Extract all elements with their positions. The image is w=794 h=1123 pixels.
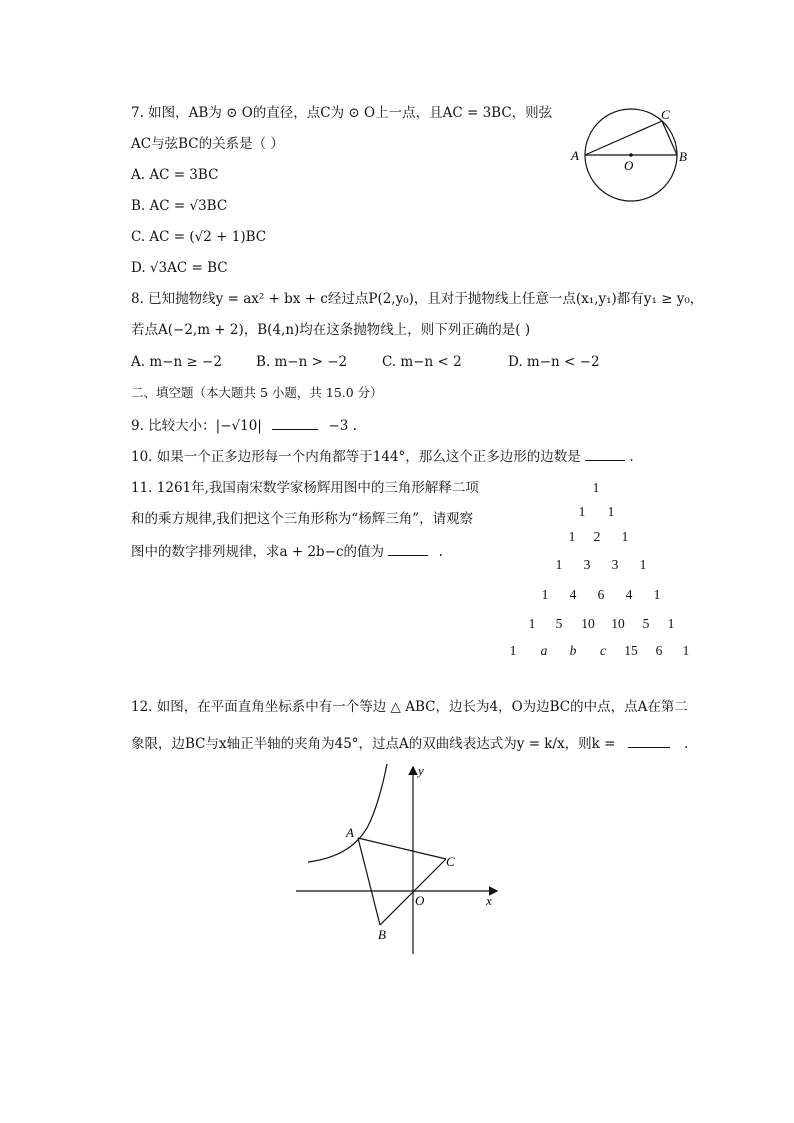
q11-line-3: [131, 541, 443, 561]
q8-stem-line-1: 8. 已知抛物线y = ax² + bx + c经过点P(2,y₀)，且对于抛物线上任意一点(x₁,y₁)都有y₁ ≥ y₀，: [131, 291, 704, 307]
label-c: C: [446, 854, 455, 869]
q12-line-1: 12. 如图，在平面直角坐标系中有一个等边 △ ABC，边长为4，O为边BC的中点，点A在第二: [131, 699, 688, 715]
tri-r7-c3: b: [569, 643, 577, 658]
q7-stem-line-2: AC与弦BC的关系是（ ）: [131, 136, 284, 152]
q10-end: .: [629, 449, 634, 465]
center-dot: [629, 153, 633, 157]
tri-r6-c6: 1: [667, 616, 675, 631]
side-ab: [358, 838, 380, 925]
tri-r7-c5: 15: [624, 643, 638, 658]
tri-r5-c4: 4: [625, 587, 633, 602]
q12-end: .: [684, 736, 689, 752]
label-o: O: [415, 893, 425, 908]
tri-r7-c6: 6: [655, 643, 663, 658]
q12-line-2-text: 象限，边BC与x轴正半轴的夹角为45°，过点A的双曲线表达式为y = k/x，则k =: [131, 736, 616, 752]
tri-r3-c3: 1: [621, 529, 629, 544]
label-b: B: [679, 149, 687, 164]
tri-r6-c5: 5: [642, 616, 650, 631]
tri-r7-c2: a: [540, 643, 548, 658]
q7-option-a: A. AC = 3BC: [131, 167, 219, 183]
tri-r7-c4: c: [600, 643, 606, 658]
q9-answer-blank[interactable]: [272, 415, 318, 430]
label-a: A: [346, 825, 354, 840]
q10-line: [131, 446, 634, 466]
q7-option-c: C. AC = (√2 + 1)BC: [131, 229, 267, 245]
q11-line-2: 和的乘方规律,我们把这个三角形称为“杨辉三角”，请观察: [131, 511, 474, 527]
q11-line-1: 11. 1261年,我国南宋数学家杨辉用图中的三角形解释二项: [131, 480, 479, 496]
label-c: C: [661, 107, 670, 122]
label-o: O: [624, 158, 634, 173]
q8-option-a: A. m−n ≥ −2: [131, 354, 222, 370]
q10-answer-blank[interactable]: [585, 446, 625, 461]
tri-r6-c1: 1: [528, 616, 536, 631]
tri-r6-c2: 5: [555, 616, 563, 631]
tri-r5-c2: 4: [569, 587, 577, 602]
tri-r7-c7: 1: [682, 643, 690, 658]
q8-stem-line-2: 若点A(−2,m + 2)，B(4,n)均在这条抛物线上，则下列正确的是( ): [131, 322, 531, 338]
q11-line-3-text: 图中的数字排列规律，求a + 2b−c的值为: [131, 544, 385, 560]
section-heading: 二、填空题（本大题共 5 小题，共 15.0 分）: [131, 385, 383, 400]
tri-r3-c2: 2: [593, 529, 601, 544]
tri-r7-c1: 1: [509, 643, 517, 658]
q7-stem-line-1: 7. 如图，AB为 ⊙ O的直径，点C为 ⊙ O上一点，且AC = 3BC，则弦: [131, 105, 553, 121]
q12-answer-blank[interactable]: [628, 733, 670, 748]
chord-ac: [585, 121, 662, 155]
tri-r3-c1: 1: [568, 529, 576, 544]
tri-r6-c3: 10: [581, 616, 595, 631]
tri-r4-c3: 3: [611, 557, 619, 572]
q9-line: [131, 415, 357, 435]
q10-text: 10. 如果一个正多边形每一个内角都等于144°，那么这个正多边形的边数是: [131, 449, 581, 465]
q12-coordinate-figure: [290, 762, 520, 962]
q8-option-b: B. m−n > −2: [256, 354, 348, 370]
tri-r4-c2: 3: [583, 557, 591, 572]
label-y: y: [418, 763, 424, 778]
tri-r1-c1: 1: [592, 480, 600, 495]
tri-r4-c1: 1: [555, 557, 563, 572]
q11-answer-blank[interactable]: [388, 541, 428, 556]
side-ac: [358, 838, 446, 859]
chord-bc: [662, 121, 677, 155]
label-a: A: [571, 148, 579, 163]
q7-option-b: B. AC = √3BC: [131, 198, 228, 214]
q9-prefix: 9. 比较大小：|−√10|: [131, 418, 262, 434]
tri-r4-c4: 1: [639, 557, 647, 572]
q7-option-d: D. √3AC = BC: [131, 260, 228, 276]
tri-r6-c4: 10: [611, 616, 625, 631]
tri-r2-c2: 1: [607, 504, 615, 519]
tri-r2-c1: 1: [578, 504, 586, 519]
q12-line-2: [131, 733, 688, 753]
q8-option-c: C. m−n < 2: [382, 354, 462, 370]
q11-end: .: [438, 544, 443, 560]
q7-circle-figure: [565, 100, 705, 210]
label-x: x: [486, 893, 492, 908]
tri-r5-c5: 1: [653, 587, 661, 602]
tri-r5-c1: 1: [541, 587, 549, 602]
label-b: B: [378, 927, 386, 942]
q9-suffix: −3 .: [328, 418, 357, 434]
hyperbola-curve: [308, 764, 387, 862]
q8-option-d: D. m−n < −2: [508, 354, 600, 370]
tri-r5-c3: 6: [597, 587, 605, 602]
